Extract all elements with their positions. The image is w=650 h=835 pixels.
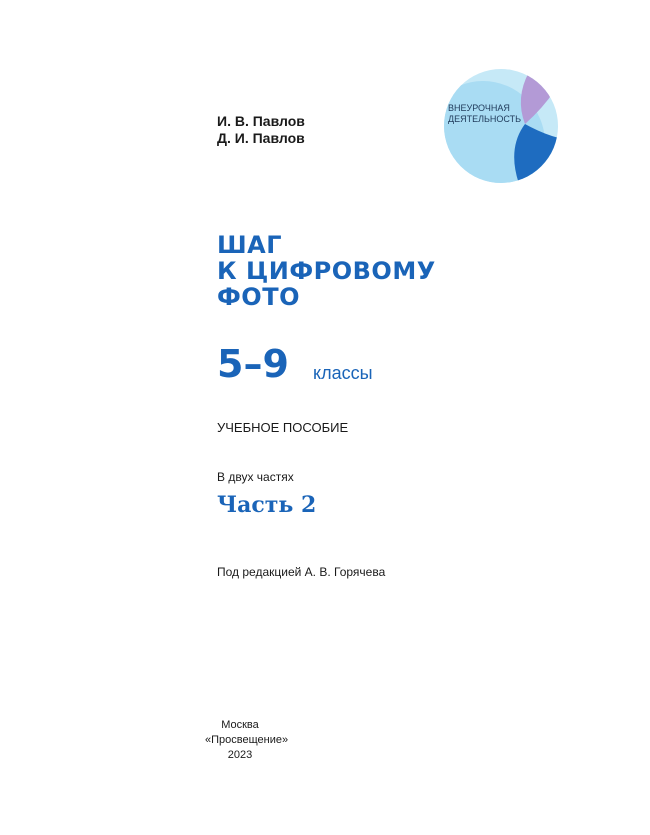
badge-line: ВНЕУРОЧНАЯ xyxy=(448,103,510,113)
badge-line: ДЕЯТЕЛЬНОСТЬ xyxy=(448,114,522,124)
publisher-name: «Просвещение» xyxy=(205,734,289,746)
authors xyxy=(217,113,305,147)
book-type: УЧЕБНОЕ ПОСОБИЕ xyxy=(217,420,349,435)
grades-range: 5–9 xyxy=(217,342,289,386)
grades-word: классы xyxy=(313,363,373,383)
book-title xyxy=(217,232,436,310)
publisher-info xyxy=(205,718,289,763)
badge-text xyxy=(448,103,521,125)
parts-note: В двух частях xyxy=(217,470,294,484)
publisher-city: Москва xyxy=(221,719,259,731)
title-line: ФОТО xyxy=(217,283,300,311)
publisher-year: 2023 xyxy=(227,749,253,761)
title-line: К ЦИФРОВОМУ xyxy=(217,257,436,285)
title-line: ШАГ xyxy=(217,231,283,259)
part-number: Часть 2 xyxy=(217,492,317,518)
author: Д. И. Павлов xyxy=(217,130,305,146)
extracurricular-badge-icon xyxy=(443,68,559,184)
editor: Под редакцией А. В. Горячева xyxy=(217,565,386,579)
author: И. В. Павлов xyxy=(217,113,305,129)
